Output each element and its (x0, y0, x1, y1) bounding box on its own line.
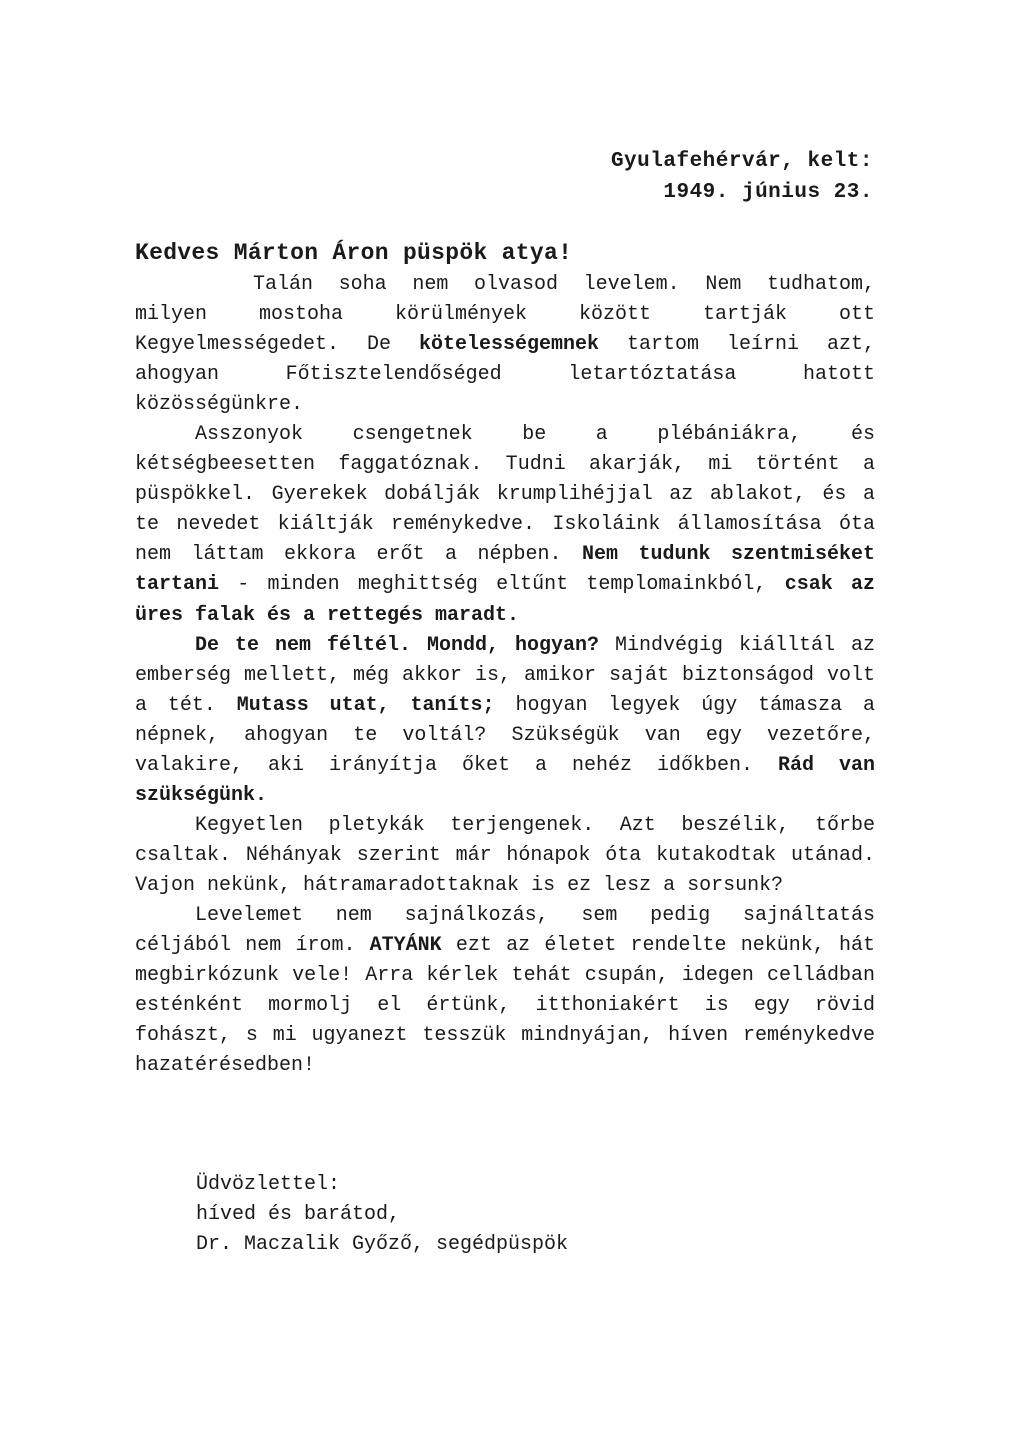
closing-greeting: Üdvözlettel: (196, 1173, 341, 1196)
paragraph (135, 420, 875, 630)
closing-line: híved és barátod, (196, 1203, 401, 1226)
text-segment: Talán soha nem olvasod levelem. Nem tudhatom, milyen mostoha körülmények között tartják ott Kegyelmességedet. De (135, 273, 875, 357)
closing-block (196, 1170, 568, 1260)
signature: Dr. Maczalik Győző, segédpüspök (196, 1233, 569, 1256)
paragraph (135, 811, 875, 901)
bold-text: ATYÁNK (369, 934, 442, 958)
text-segment: hogyan legyek úgy támasza a népnek, ahogyan te voltál? Szükségük van egy vezetőre, valakire, aki irányítja őket a nehéz időkben. (135, 693, 875, 777)
bold-text: De te nem féltél. Mondd, hogyan? (195, 633, 599, 657)
paragraph (135, 901, 875, 1081)
bold-text: Mutass utat, taníts; (236, 693, 495, 717)
dateline (611, 146, 873, 208)
bold-text: Rád van szükségünk. (135, 753, 875, 807)
text-segment: Levelemet nem sajnálkozás, sem pedig sajnáltatás céljából nem írom. (135, 903, 875, 958)
text-segment: Mindvégig kiálltál az emberség mellett, még akkor is, amikor saját biztonságod volt a tét. (135, 633, 876, 717)
text-segment: tartom leírni azt, ahogyan Főtisztelendőséged letartóztatása hatott közösségünkre. (135, 333, 875, 417)
bold-text: csak az üres falak és a rettegés maradt. (135, 573, 876, 627)
letter-body (135, 270, 875, 1081)
place-date-line-1: Gyulafehérvár, kelt: (610, 150, 873, 173)
paragraph (135, 270, 875, 420)
bold-text: Nem tudunk szentmiséket tartani (135, 543, 875, 597)
text-segment: - minden meghittség eltűnt templomainkból, (219, 573, 785, 597)
salutation: Kedves Márton Áron püspök atya! (135, 240, 573, 266)
paragraph (135, 631, 875, 811)
text-segment: Kegyetlen pletykák terjengenek. Azt beszélik, tőrbe csaltak. Néhányak szerint már hónapok óta kutakodtak utánad. Vajon nekünk, hátramaradottaknak is ez lesz a sorsunk? (135, 813, 875, 897)
text-segment: Asszonyok csengetnek be a plébániákra, és kétségbeesetten faggatóznak. Tudni akarják, mi történt a püspökkel. Gyerekek dobálják krumplihéjjal az ablakot, és a te nevedet kiáltják reménykedve. Iskoláink államosítása óta nem láttam ekkora erőt a népben. (135, 423, 875, 567)
place-date-line-2: 1949. június 23. (663, 181, 873, 204)
text-segment: ezt az életet rendelte nekünk, hát megbirkózunk vele! Arra kérlek tehát csupán, idegen celládban esténként mormolj el értünk, itthoniakért is egy rövid fohászt, s mi ugyanezt tesszük mindnyájan, híven reménykedve hazatérésedben! (135, 934, 875, 1078)
bold-text: kötelességemnek (419, 333, 600, 357)
